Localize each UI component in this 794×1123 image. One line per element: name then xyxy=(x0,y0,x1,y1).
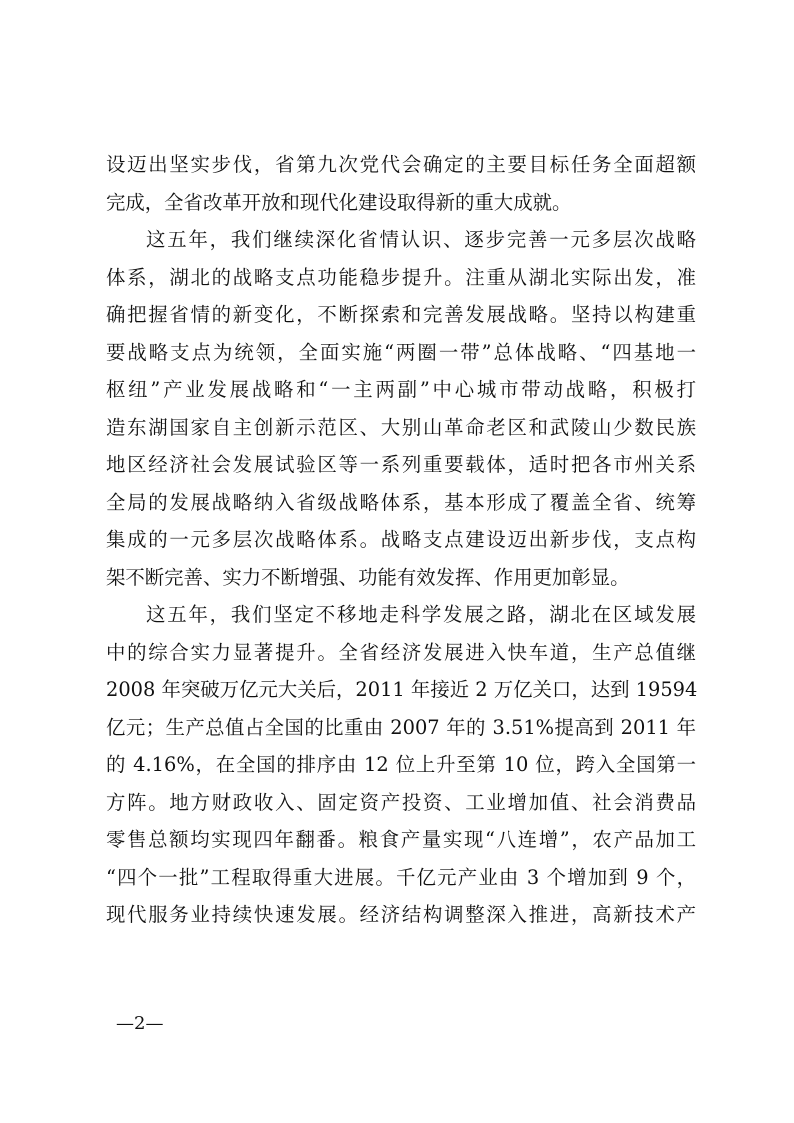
text-line: 这五年，我们继续深化省情认识、逐步完善一元多层次战略 xyxy=(146,228,696,251)
text-line: 这五年，我们坚定不移地走科学发展之路，湖北在区域发展 xyxy=(146,603,696,626)
text-line: 要战略支点为统领，全面实施“两圈一带”总体战略、“四基地一 xyxy=(106,340,696,364)
text-line: 完成，全省改革开放和现代化建设取得新的重大成就。 xyxy=(106,190,572,214)
text-line: “四个一批”工程取得重大进展。千亿元产业由 3 个增加到 9 个， xyxy=(106,865,696,889)
text-line: 地区经济社会发展试验区等一系列重要载体，适时把各市州关系 xyxy=(106,453,696,476)
text-line: 设迈出坚实步伐，省第九次党代会确定的主要目标任务全面超额 xyxy=(106,153,696,176)
text-line: 亿元；生产总值占全国的比重由 2007 年的 3.51%提高到 2011 年 xyxy=(106,715,696,739)
text-line: 中的综合实力显著提升。全省经济发展进入快车道，生产总值继 xyxy=(106,640,696,664)
text-line: 方阵。地方财政收入、固定资产投资、工业增加值、社会消费品 xyxy=(106,790,696,814)
text-line: 体系，湖北的战略支点功能稳步提升。注重从湖北实际出发，准 xyxy=(106,265,696,289)
body-text xyxy=(106,146,696,934)
page-number: —2— xyxy=(116,1013,164,1034)
text-line: 零售总额均实现四年翻番。粮食产量实现“八连增”，农产品加工 xyxy=(106,828,696,851)
text-line: 确把握省情的新变化，不断探索和完善发展战略。坚持以构建重 xyxy=(106,303,696,326)
text-line: 枢纽”产业发展战略和“一主两副”中心城市带动战略，积极打 xyxy=(106,378,696,401)
text-line: 造东湖国家自主创新示范区、大别山革命老区和武陵山少数民族 xyxy=(106,415,696,439)
text-line: 现代服务业持续快速发展。经济结构调整深入推进，高新技术产 xyxy=(106,903,696,926)
text-line: 架不断完善、实力不断增强、功能有效发挥、作用更加彰显。 xyxy=(106,565,630,589)
text-line: 2008 年突破万亿元大关后，2011 年接近 2 万亿关口，达到 19594 xyxy=(106,678,698,701)
text-line: 的 4.16%，在全国的排序由 12 位上升至第 10 位，跨入全国第一 xyxy=(106,753,696,776)
text-line: 集成的一元多层次战略体系。战略支点建设迈出新步伐，支点构 xyxy=(106,528,696,551)
text-line: 全局的发展战略纳入省级战略体系，基本形成了覆盖全省、统筹 xyxy=(106,490,696,514)
